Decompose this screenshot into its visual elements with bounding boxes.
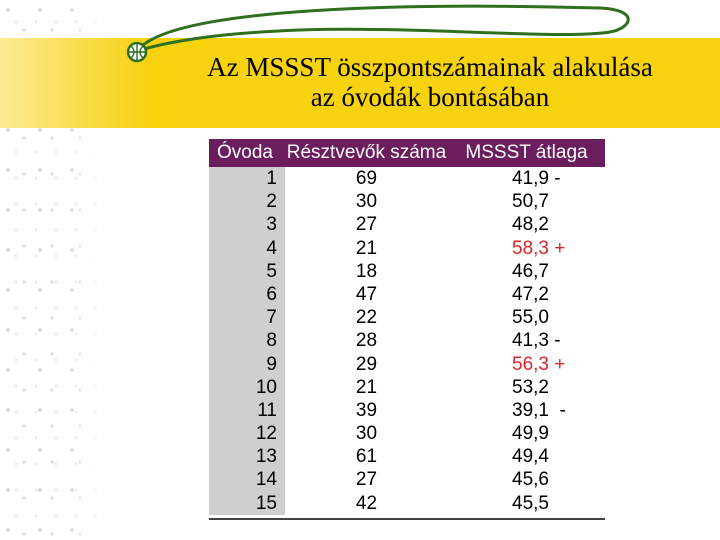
cell-atlag: 45,5 (512, 492, 549, 514)
title-line-2: az óvodák bontásában (310, 82, 550, 112)
cell-atlag: 49,4 (512, 446, 549, 468)
cell-atlag: 47,2 (512, 283, 549, 305)
swirl-line (138, 6, 628, 50)
results-table (209, 139, 605, 520)
cell-resztvevok: 27 (355, 469, 378, 491)
table-row (209, 260, 605, 283)
cell-resztvevok: 27 (355, 214, 378, 236)
cell-resztvevok: 47 (355, 283, 378, 305)
cell-resztvevok: 28 (355, 330, 378, 352)
header-ovoda: Óvoda (217, 142, 273, 163)
cell-resztvevok: 30 (355, 191, 378, 213)
table-row (209, 376, 605, 399)
cell-resztvevok: 42 (355, 492, 378, 514)
table-row (209, 167, 605, 190)
table-row (209, 306, 605, 329)
cell-atlag: 49,9 (512, 423, 549, 445)
cell-resztvevok: 21 (355, 237, 378, 259)
cell-ovoda: 15 (209, 492, 285, 515)
cell-ovoda: 9 (209, 353, 285, 376)
cell-atlag: 41,9 - (512, 168, 561, 189)
cell-ovoda: 12 (209, 422, 285, 445)
header-atlag: MSSST átlaga (465, 142, 588, 163)
cell-atlag: 41,3 - (512, 330, 561, 352)
cell-atlag: 50,7 (512, 191, 549, 213)
table-row (209, 213, 605, 236)
cell-atlag: 46,7 (512, 260, 549, 282)
cell-resztvevok: 18 (355, 260, 378, 282)
cell-ovoda: 3 (209, 213, 285, 236)
cell-resztvevok: 39 (355, 399, 378, 421)
cell-ovoda: 4 (209, 237, 285, 260)
cell-atlag: 56,3 + (512, 353, 566, 375)
cell-ovoda: 14 (209, 468, 285, 491)
table-row (209, 353, 605, 376)
cell-atlag: 55,0 (512, 307, 549, 329)
table-row (209, 492, 605, 515)
cell-ovoda: 1 (209, 167, 285, 190)
table-row (209, 283, 605, 306)
table-row (209, 445, 605, 468)
cell-atlag: 39,1 - (512, 399, 566, 421)
cell-resztvevok: 29 (355, 353, 378, 375)
cell-ovoda: 7 (209, 306, 285, 329)
cell-ovoda: 8 (209, 329, 285, 352)
cell-resztvevok: 22 (355, 307, 378, 329)
title-line-1: Az MSSST összpontszámainak alakulása (207, 52, 653, 82)
cell-atlag: 45,6 (512, 469, 549, 491)
table-row (209, 190, 605, 213)
cell-atlag: 53,2 (512, 376, 549, 398)
table-row (209, 399, 605, 422)
table-row (209, 422, 605, 445)
cell-ovoda: 10 (209, 376, 285, 399)
cell-atlag: 58,3 + (512, 237, 566, 259)
cell-ovoda: 6 (209, 283, 285, 306)
cell-ovoda: 11 (209, 399, 285, 422)
page-title (140, 52, 720, 112)
cell-ovoda: 5 (209, 260, 285, 283)
cell-ovoda: 13 (209, 445, 285, 468)
table-header (209, 139, 605, 167)
header-resztvevok: Résztvevők száma (286, 142, 447, 163)
cell-resztvevok: 69 (355, 168, 378, 189)
table-row (209, 329, 605, 352)
cell-atlag: 48,2 (512, 214, 549, 236)
table-body (209, 167, 605, 515)
cell-resztvevok: 30 (355, 423, 378, 445)
table-row (209, 237, 605, 260)
cell-ovoda: 2 (209, 190, 285, 213)
table-row (209, 468, 605, 491)
cell-resztvevok: 21 (355, 376, 378, 398)
cell-resztvevok: 61 (355, 446, 378, 468)
